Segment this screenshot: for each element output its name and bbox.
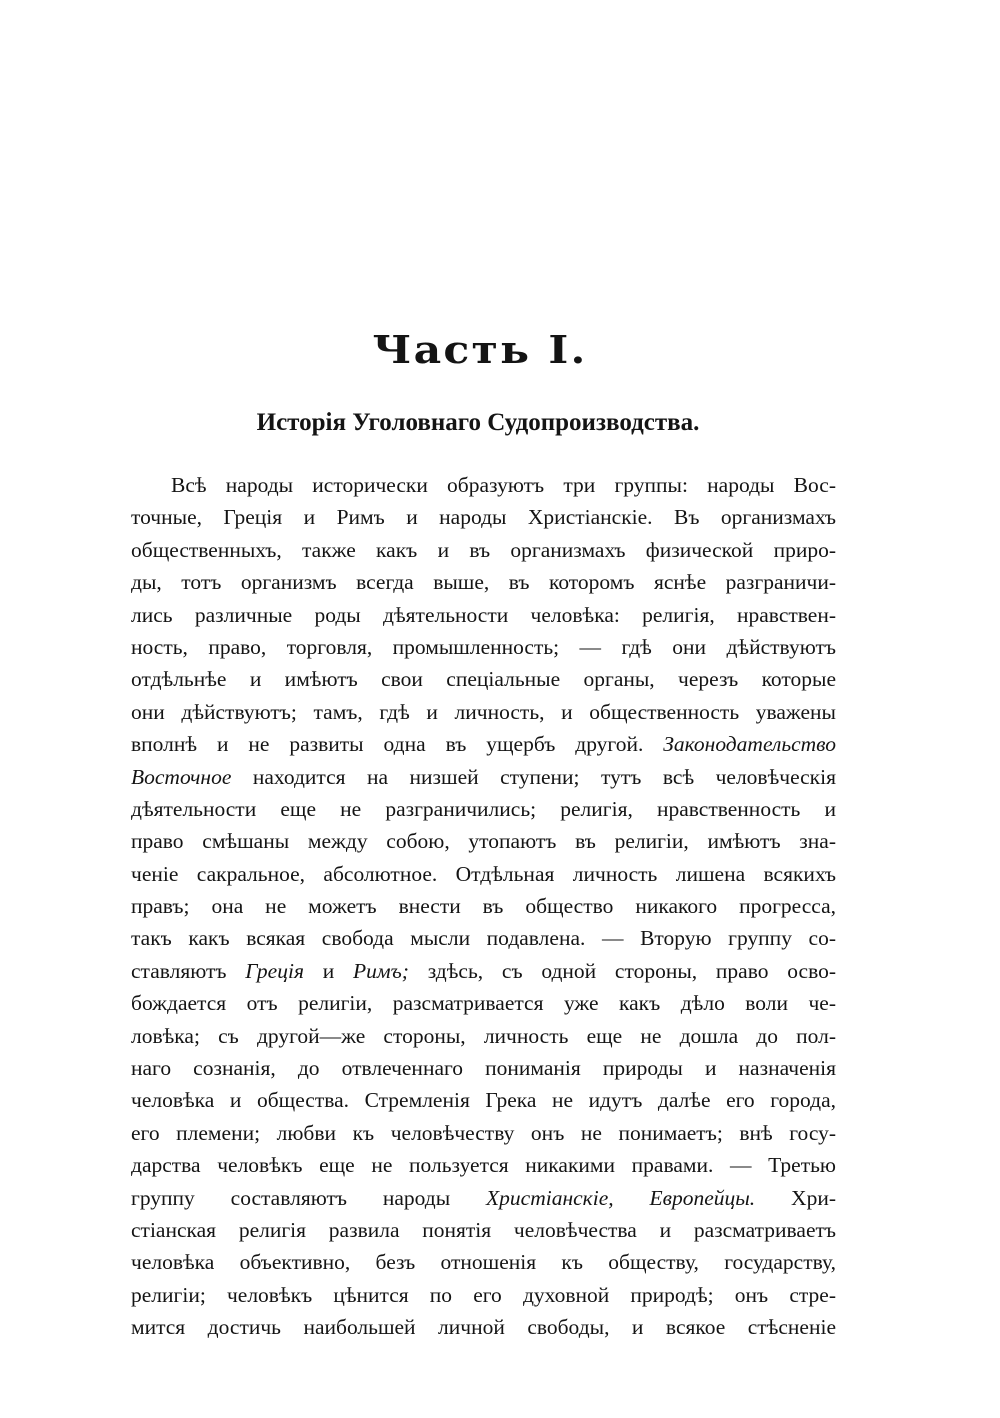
text-span: группу составляютъ народы xyxy=(131,1185,487,1210)
text-line: Всѣ народы исторически образуютъ три группы: народы Вос- xyxy=(171,473,836,497)
text-line: ченіе сакральное, абсолютное. Отдѣльная личность лишена всякихъ xyxy=(131,861,836,886)
text-line: такъ какъ всякая свобода мысли подавлена. — Вторую группу со- xyxy=(131,926,836,951)
italic-term: Греція xyxy=(245,958,304,983)
text-line: ды, тотъ организмъ всегда выше, въ которомъ яснѣе разграничи- xyxy=(131,570,836,595)
text-line: дѣятельности еще не разграничились; религія, нравственность и xyxy=(131,796,836,821)
text-line xyxy=(131,761,836,793)
section-title xyxy=(0,409,1000,437)
italic-term: Восточное xyxy=(131,764,232,789)
text-span: находится на низшей ступени; тутъ всѣ человѣческія xyxy=(231,764,836,789)
italic-term: Римъ; xyxy=(353,958,409,983)
text-line: наго сознанія, до отвлеченнаго пониманія природы и назначенія xyxy=(131,1056,836,1081)
italic-term: Законодательство xyxy=(663,732,836,757)
text-line xyxy=(131,955,836,987)
text-line: правъ; она не можетъ внести въ общество никакого прогресса, xyxy=(131,894,836,919)
text-line: точные, Греція и Римъ и народы Христіанскіе. Въ организмахъ xyxy=(131,505,836,530)
text-span: Хри- xyxy=(755,1185,836,1210)
text-span: здѣсь, съ одной стороны, право осво- xyxy=(408,958,836,983)
text-line xyxy=(131,728,836,760)
text-span: вполнѣ и не развиты одна въ ущербъ другой. xyxy=(131,732,664,757)
section-title-text: Исторія Уголовнаго Судопроизводства. xyxy=(256,409,700,436)
text-line: ловѣка; съ другой—же стороны, личность еще не дошла до пол- xyxy=(131,1023,836,1048)
text-line: человѣка объективно, безъ отношенія къ обществу, государству, xyxy=(131,1250,836,1275)
body-paragraph xyxy=(131,469,836,1344)
text-line: они дѣйствуютъ; тамъ, гдѣ и личность, и общественность уважены xyxy=(131,699,836,724)
text-line: бождается отъ религіи, разсматривается уже какъ дѣло воли че- xyxy=(131,991,836,1016)
text-line: религіи; человѣкъ цѣнится по его духовной природѣ; онъ стре- xyxy=(131,1282,836,1307)
part-title xyxy=(0,327,1000,372)
text-line: лись различные роды дѣятельности человѣка: религія, нравствен- xyxy=(131,602,836,627)
text-line: отдѣльнѣе и имѣютъ свои спеціальные органы, черезъ которые xyxy=(131,667,836,692)
text-line: человѣка и общества. Стремленія Грека не идутъ далѣе его города, xyxy=(131,1088,836,1113)
italic-term: Христіанскіе, Европейцы. xyxy=(486,1185,756,1210)
part-title-text: Часть I. xyxy=(372,327,588,372)
text-line: стіанская религія развила понятія человѣчества и разсматриваетъ xyxy=(131,1217,836,1242)
text-line: дарства человѣкъ еще не пользуется никакими правами. — Третью xyxy=(131,1153,836,1178)
text-line: его племени; любви къ человѣчеству онъ не понимаетъ; внѣ госу- xyxy=(131,1120,836,1145)
text-line: ность, право, торговля, промышленность; — гдѣ они дѣйствуютъ xyxy=(131,634,836,659)
text-line: мится достичь наибольшей личной свободы, и всякое стѣсненіе xyxy=(131,1315,836,1340)
text-line: общественныхъ, также какъ и въ организмахъ физической приро- xyxy=(131,537,836,562)
text-line: право смѣшаны между собою, утопаютъ въ религіи, имѣютъ зна- xyxy=(131,829,836,854)
text-span: и xyxy=(303,958,353,983)
text-span: ставляютъ xyxy=(131,958,246,983)
text-line xyxy=(131,1182,836,1214)
